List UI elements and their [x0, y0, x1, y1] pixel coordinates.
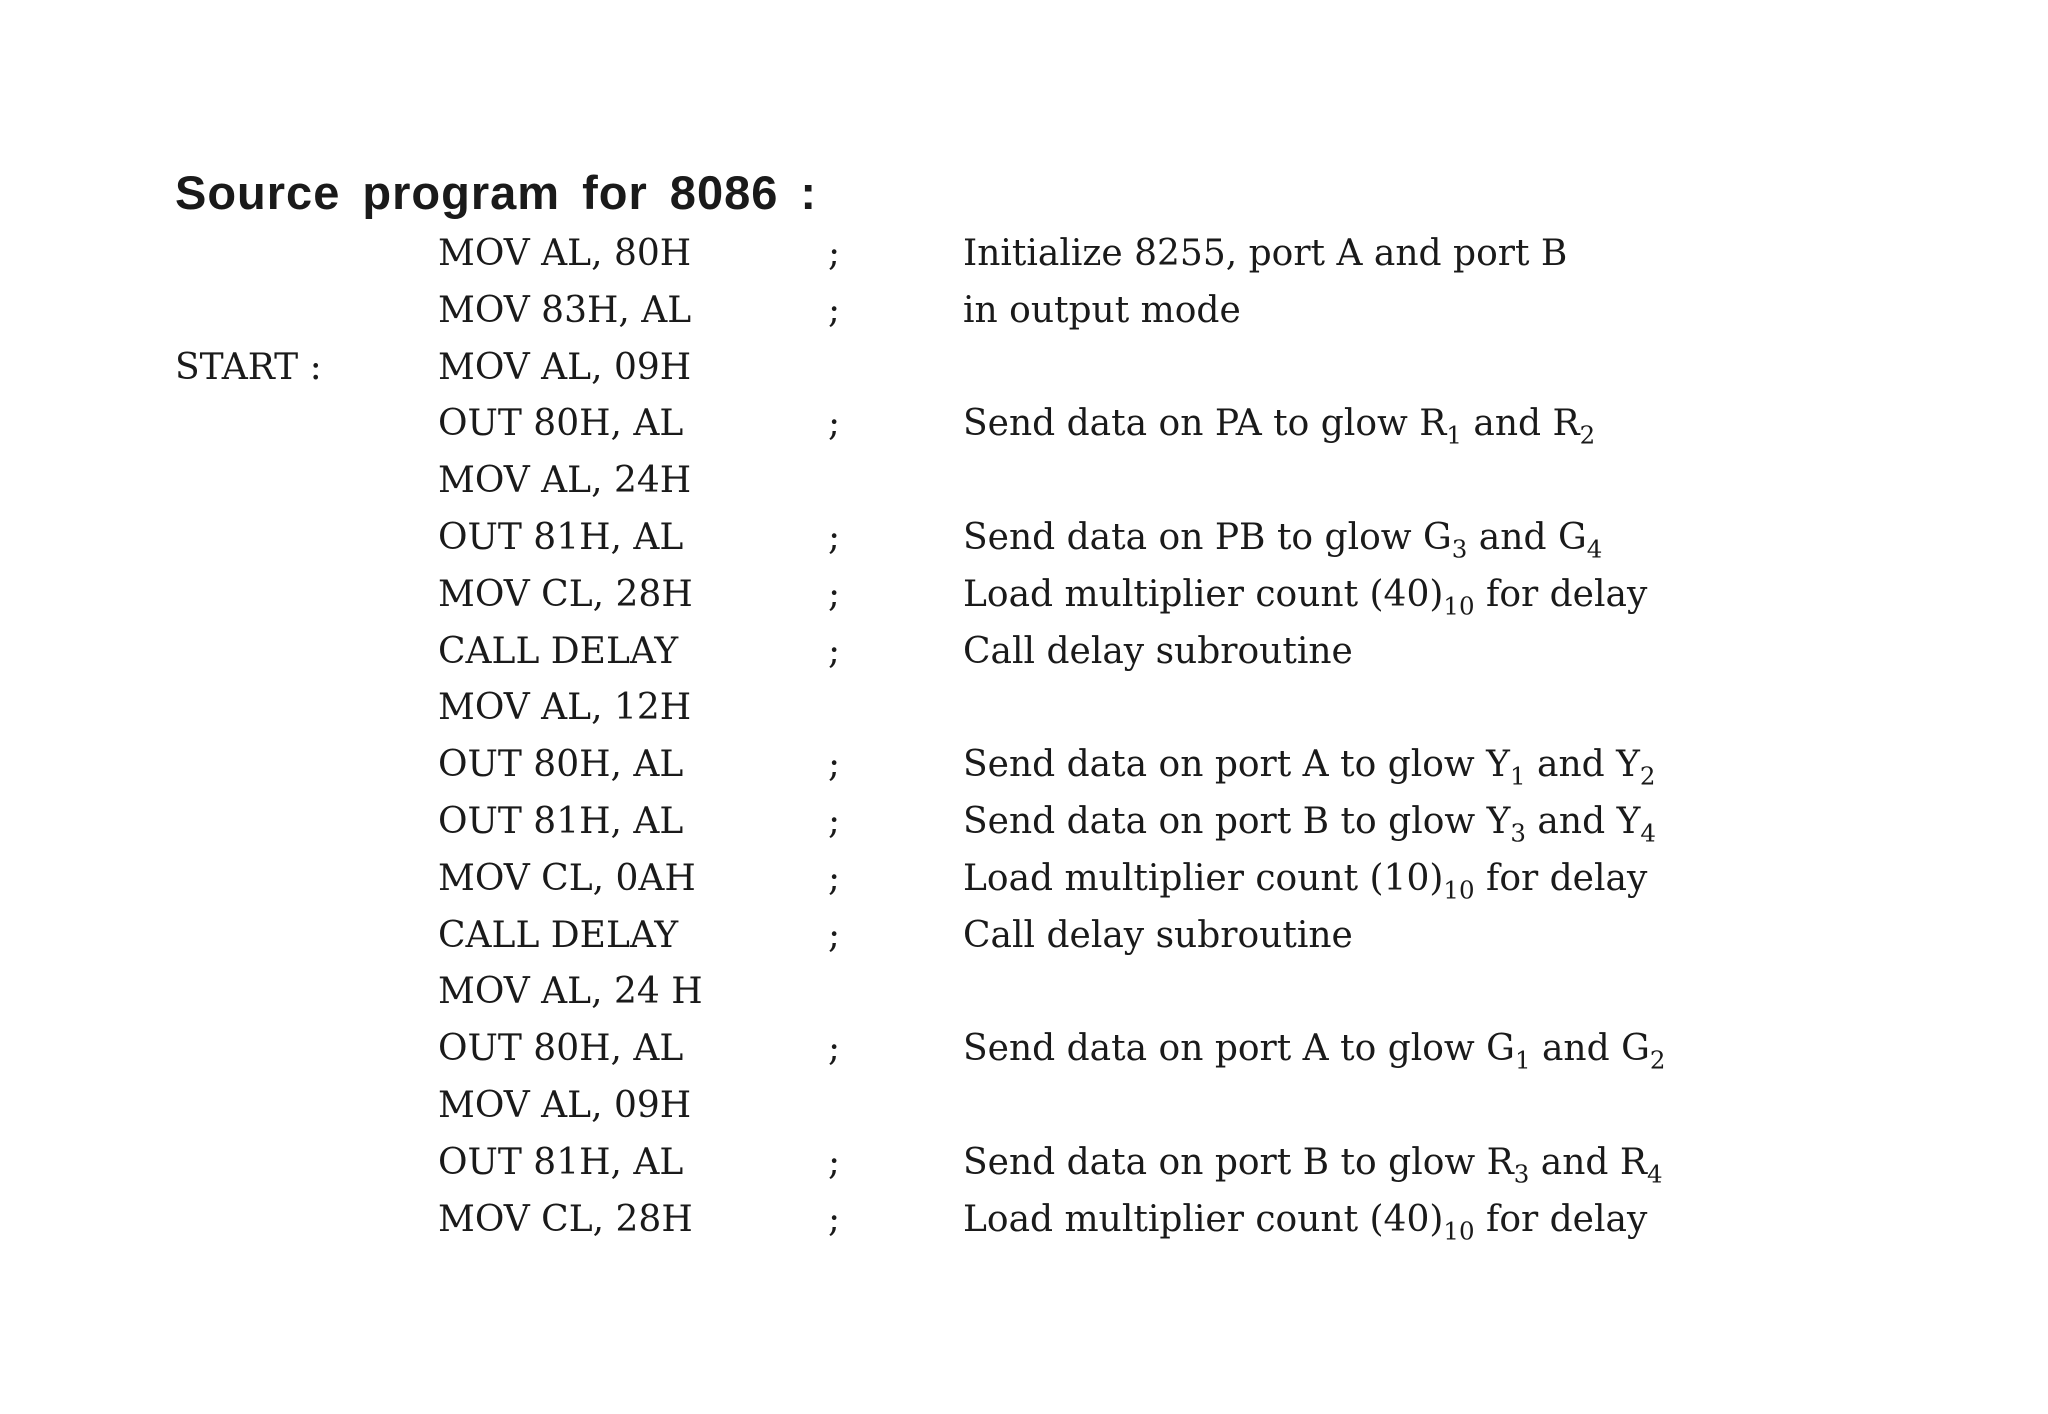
comment-subscript: 4 — [1586, 534, 1603, 564]
instruction: MOV CL, 0AH — [438, 857, 696, 899]
comment-separator: ; — [828, 233, 841, 274]
line-comment — [963, 226, 1567, 283]
instruction: MOV AL, 24 H — [438, 971, 703, 1013]
code-line — [0, 737, 2048, 794]
comment-text: Call delay subroutine — [963, 914, 1353, 956]
comment-subscript: 2 — [1649, 1045, 1666, 1075]
code-line — [0, 624, 2048, 681]
comment-text: for delay — [1474, 573, 1648, 615]
line-comment — [963, 851, 1647, 908]
instruction: MOV AL, 24H — [438, 460, 692, 502]
comment-text: for delay — [1474, 1198, 1648, 1240]
instruction: MOV CL, 28H — [438, 1198, 693, 1240]
line-comment — [963, 908, 1353, 965]
code-line — [0, 567, 2048, 624]
comment-subscript: 1 — [1446, 420, 1462, 450]
code-line — [0, 283, 2048, 340]
comment-subscript: 3 — [1513, 1159, 1530, 1189]
comment-separator: ; — [828, 289, 841, 331]
comment-text: Send data on PB to glow G — [963, 516, 1452, 558]
instruction: MOV AL, 12H — [438, 687, 692, 729]
comment-text: in output mode — [963, 289, 1241, 331]
line-comment — [963, 737, 1655, 794]
line-comment — [963, 510, 1602, 567]
comment-separator: ; — [828, 1141, 841, 1183]
comment-separator: ; — [828, 857, 841, 899]
comment-separator: ; — [828, 1198, 841, 1240]
comment-text: Send data on port A to glow Y — [963, 744, 1510, 786]
code-listing — [0, 226, 2048, 1248]
comment-subscript: 10 — [1443, 875, 1475, 905]
comment-text: and Y — [1525, 800, 1641, 842]
code-line — [0, 1021, 2048, 1078]
instruction: MOV AL, 09H — [438, 346, 692, 388]
comment-subscript: 10 — [1443, 591, 1475, 621]
line-comment — [963, 1192, 1647, 1249]
instruction: MOV AL, 09H — [438, 1084, 692, 1126]
comment-text: Send data on PA to glow R — [963, 403, 1447, 445]
code-line — [0, 680, 2048, 737]
instruction: MOV 83H, AL — [438, 289, 692, 331]
instruction: CALL DELAY — [438, 630, 679, 672]
code-line — [0, 1078, 2048, 1135]
code-line — [0, 851, 2048, 908]
comment-separator: ; — [828, 573, 841, 615]
comment-text: and G — [1467, 516, 1587, 558]
comment-text: and Y — [1525, 744, 1640, 786]
comment-subscript: 1 — [1514, 1045, 1531, 1075]
code-line — [0, 908, 2048, 965]
comment-text: Initialize 8255, port A and port B — [963, 233, 1568, 274]
line-comment — [963, 1021, 1665, 1078]
instruction: OUT 81H, AL — [438, 516, 684, 558]
comment-text: Send data on port B to glow R — [963, 1141, 1514, 1183]
line-comment — [963, 283, 1241, 340]
comment-separator: ; — [828, 800, 841, 842]
comment-text: and R — [1461, 403, 1580, 445]
comment-text: Load multiplier count (10) — [963, 857, 1444, 899]
comment-subscript: 4 — [1647, 1159, 1663, 1189]
code-line — [0, 510, 2048, 567]
comment-separator: ; — [828, 403, 841, 445]
comment-text: Load multiplier count (40) — [963, 1198, 1444, 1240]
comment-text: Send data on port B to glow Y — [963, 800, 1511, 842]
comment-text: Send data on port A to glow G — [963, 1028, 1515, 1070]
comment-separator: ; — [828, 630, 841, 672]
comment-subscript: 2 — [1639, 761, 1656, 791]
instruction: OUT 81H, AL — [438, 800, 684, 842]
comment-subscript: 1 — [1509, 761, 1526, 791]
code-line — [0, 1192, 2048, 1249]
line-comment — [963, 624, 1353, 681]
comment-subscript: 3 — [1451, 534, 1468, 564]
code-line — [0, 340, 2048, 397]
line-comment — [963, 794, 1656, 851]
comment-text: and G — [1530, 1028, 1650, 1070]
comment-separator: ; — [828, 1028, 841, 1070]
code-line — [0, 1135, 2048, 1192]
instruction: CALL DELAY — [438, 914, 679, 956]
code-line — [0, 453, 2048, 510]
line-comment — [963, 567, 1647, 624]
comment-text: Load multiplier count (40) — [963, 573, 1444, 615]
line-label: START : — [175, 346, 322, 388]
comment-separator: ; — [828, 914, 841, 956]
line-comment — [963, 396, 1595, 453]
instruction: MOV AL, 80H — [438, 233, 692, 274]
comment-subscript: 4 — [1640, 818, 1656, 848]
instruction: OUT 81H, AL — [438, 1141, 684, 1183]
instruction: OUT 80H, AL — [438, 1028, 684, 1070]
code-line — [0, 794, 2048, 851]
comment-text: and R — [1529, 1141, 1648, 1183]
code-line — [0, 964, 2048, 1021]
instruction: OUT 80H, AL — [438, 744, 684, 786]
comment-subscript: 3 — [1510, 818, 1526, 848]
comment-text: Call delay subroutine — [963, 630, 1353, 672]
page-title: Source program for 8086 : — [175, 166, 818, 219]
instruction: MOV CL, 28H — [438, 573, 693, 615]
comment-subscript: 10 — [1443, 1216, 1475, 1246]
comment-subscript: 2 — [1579, 420, 1596, 450]
comment-separator: ; — [828, 744, 841, 786]
code-line — [0, 396, 2048, 453]
comment-separator: ; — [828, 516, 841, 558]
instruction: OUT 80H, AL — [438, 403, 684, 445]
code-line — [0, 226, 2048, 283]
line-comment — [963, 1135, 1663, 1192]
comment-text: for delay — [1474, 857, 1648, 899]
